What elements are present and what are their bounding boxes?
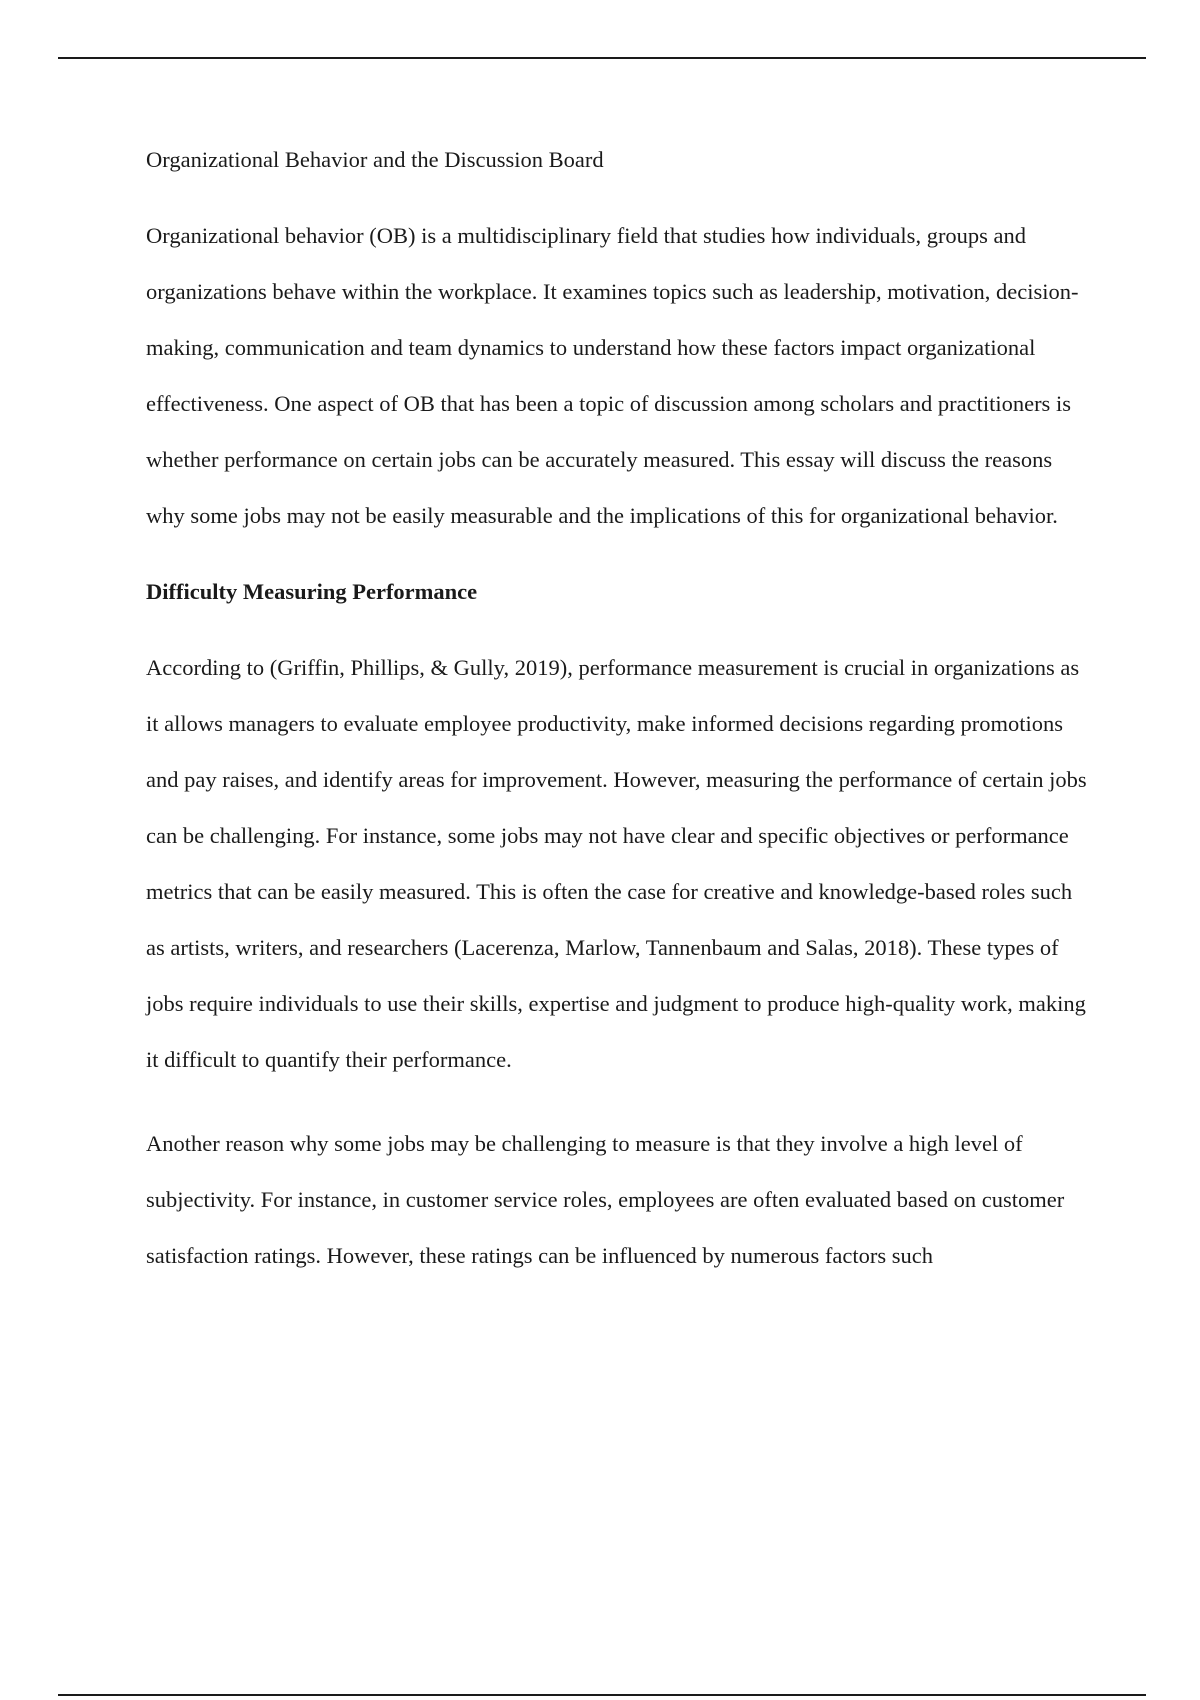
section-heading: Difficulty Measuring Performance [146, 579, 478, 604]
document-title: Organizational Behavior and the Discussion Board [146, 147, 604, 172]
body-paragraph: According to (Griffin, Phillips, & Gully, 2019), performance measurement is crucial in organizations as it allows managers to evaluate employee productivity, make informed decisions regarding promotions and pay raises, and identify areas for improvement. However, measuring the performance of certain jobs can be challenging. For instance, some jobs may not have clear and specific objectives or performance metrics that can be easily measured. This is often the case for creative and knowledge-based roles such as artists, writers, and researchers (Lacerenza, Marlow, Tannenbaum and Salas, 2018). These types of jobs require individuals to use their skills, expertise and judgment to produce high-quality work, making it difficult to quantify their performance. [146, 655, 1087, 1072]
intro-paragraph: Organizational behavior (OB) is a multidisciplinary field that studies how individuals, groups and organizations behave within the workplace. It examines topics such as leadership, motivation, decision-making, communication and team dynamics to understand how these factors impact organizational effectiveness. One aspect of OB that has been a topic of discussion among scholars and practitioners is whether performance on certain jobs can be accurately measured. This essay will discuss the reasons why some jobs may not be easily measurable and the implications of this for organizational behavior. [146, 223, 1079, 528]
bottom-rule [58, 1694, 1146, 1696]
top-rule [58, 57, 1146, 59]
document-body [146, 140, 1096, 1284]
body-paragraph: Another reason why some jobs may be challenging to measure is that they involve a high level of subjectivity. For instance, in customer service roles, employees are often evaluated based on customer satisfaction ratings. However, these ratings can be influenced by numerous factors such [146, 1131, 1065, 1268]
